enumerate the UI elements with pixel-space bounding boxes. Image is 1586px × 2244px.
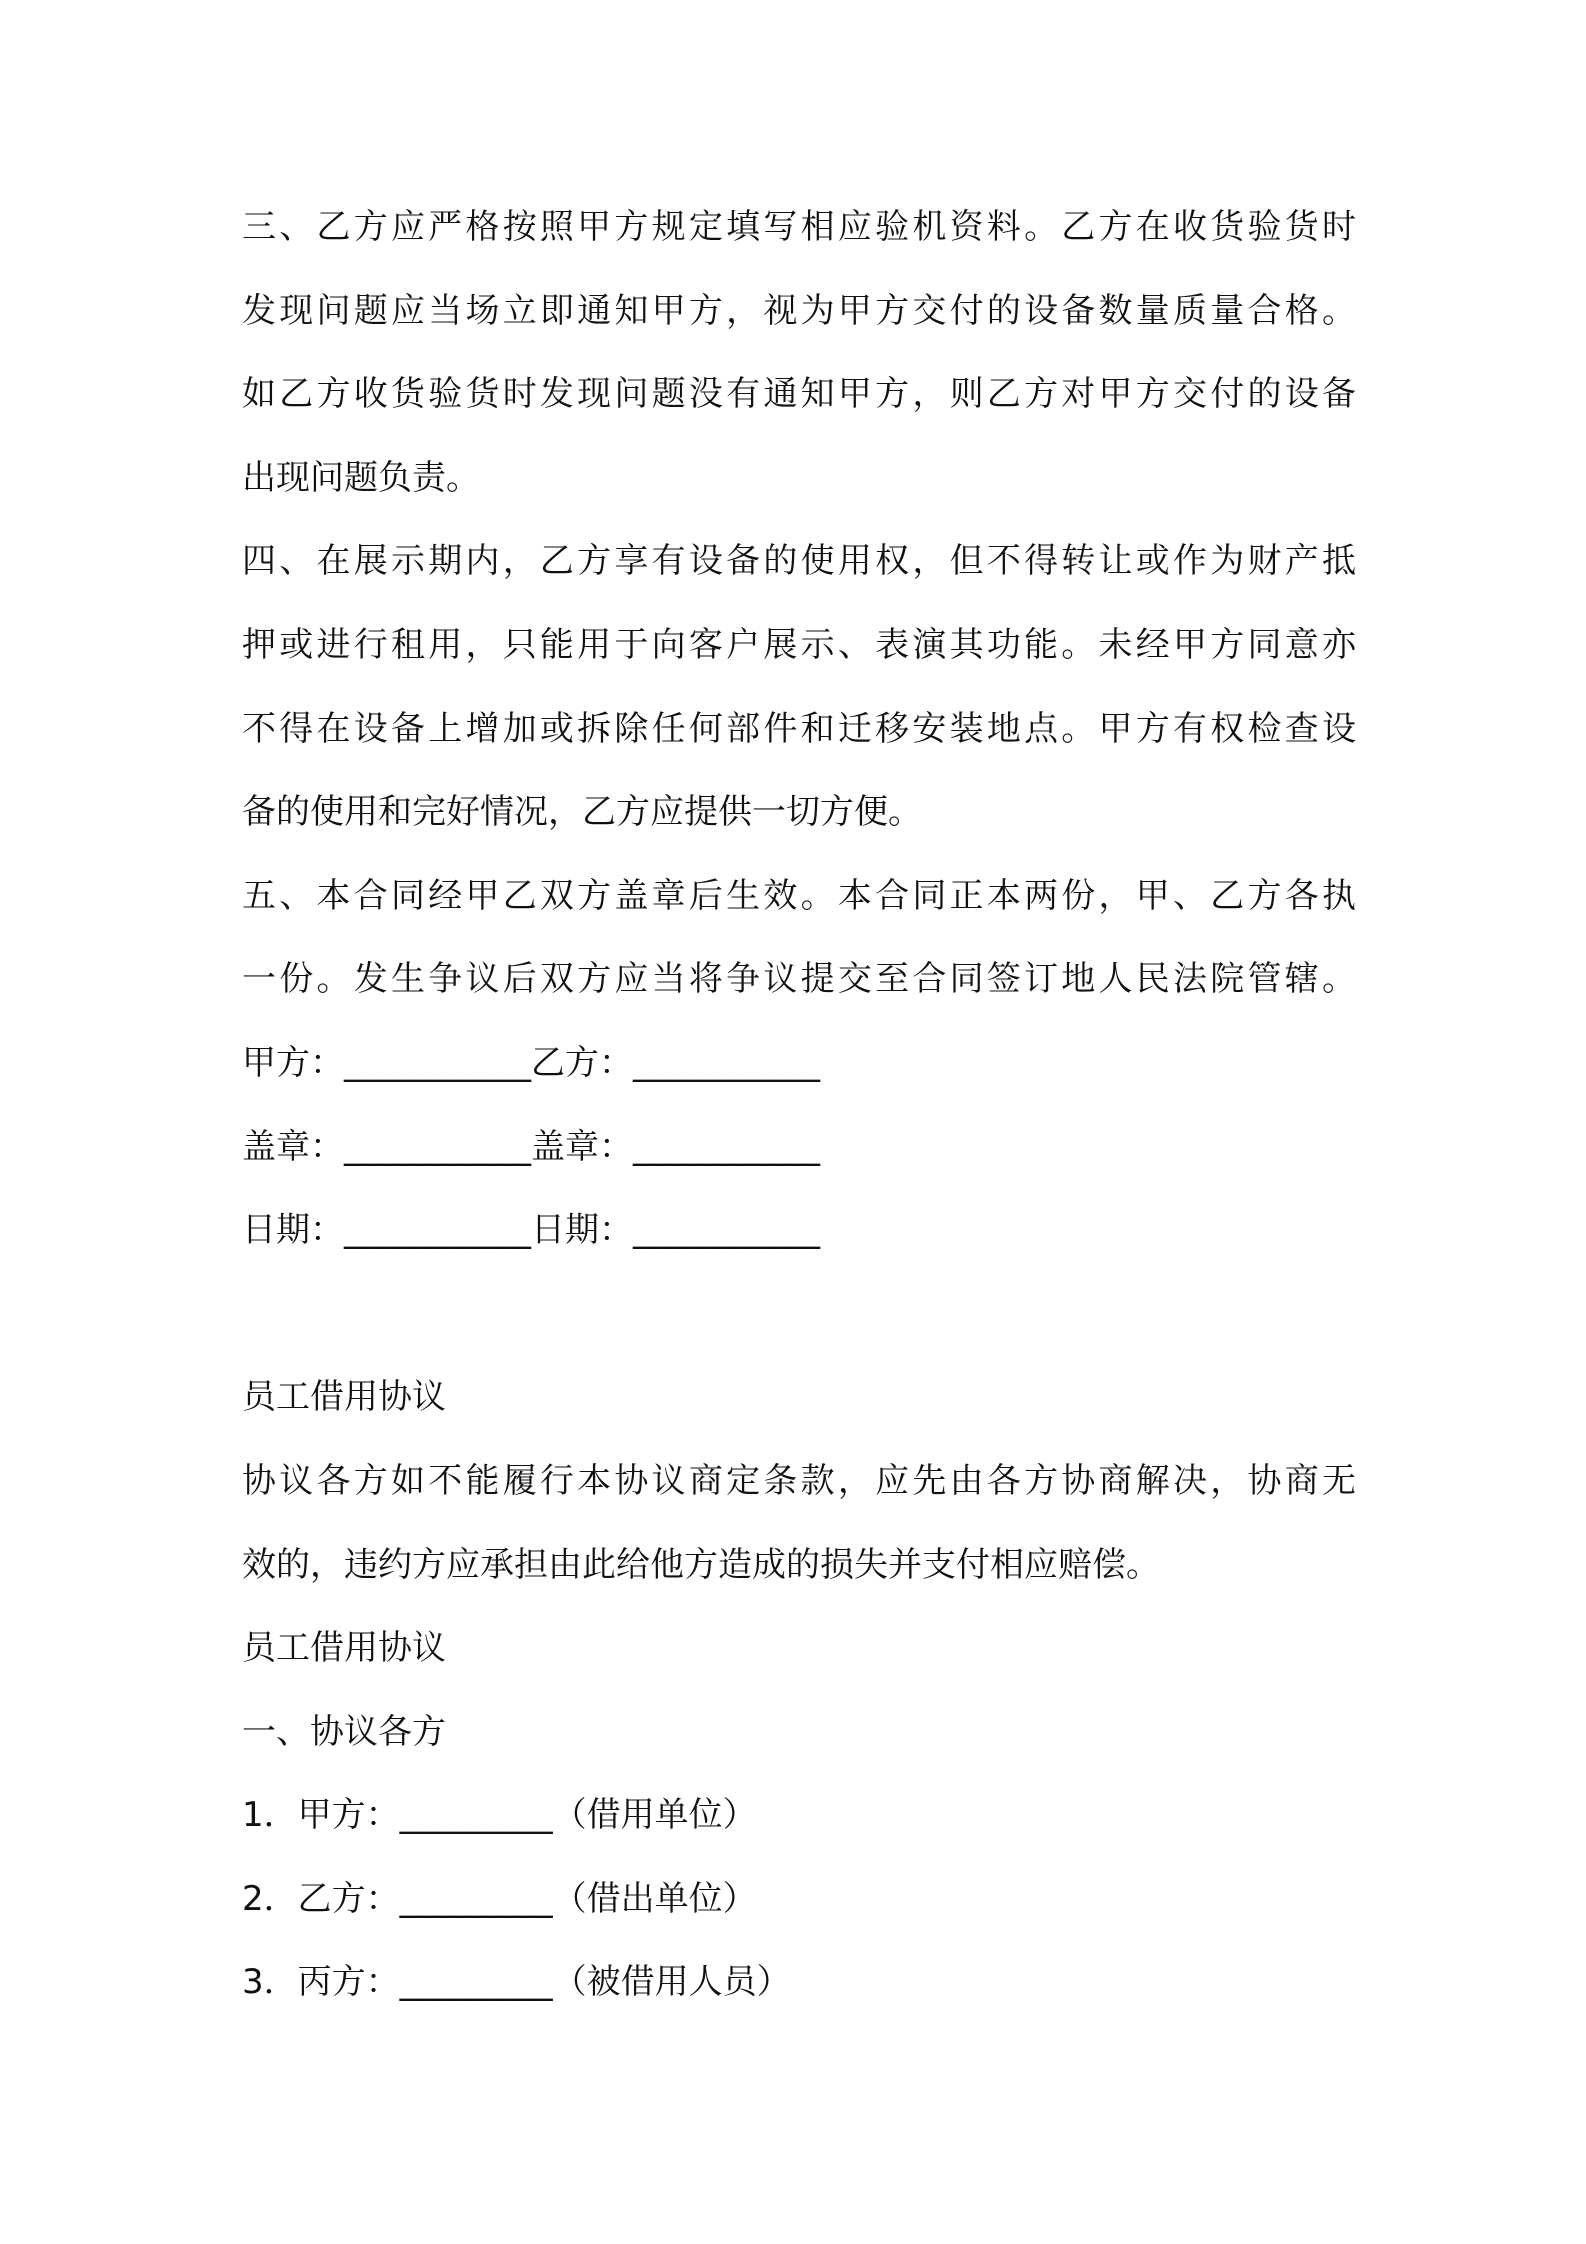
signature-line-date: 日期：___________日期：___________ [242, 1210, 820, 1251]
paragraph-line: 效的，违约方应承担由此给他方造成的损失并支付相应赔偿。 [242, 1544, 1160, 1585]
agreement-title-2: 员工借用协议 [242, 1628, 446, 1669]
parties-heading: 一、协议各方 [242, 1711, 446, 1752]
signature-line-party: 甲方：___________乙方：___________ [242, 1042, 820, 1083]
document-page [242, 186, 1356, 2025]
paragraph-line: 协议各方如不能履行本协议商定条款，应先由各方协商解决，协商无 [242, 1460, 1356, 1501]
party-item: 2．乙方：_________（借出单位） [242, 1878, 757, 1919]
paragraph-line: 一份。发生争议后双方应当将争议提交至合同签订地人民法院管辖。 [242, 959, 1356, 1000]
paragraph-line: 出现问题负责。 [242, 457, 480, 498]
agreement-title: 员工借用协议 [242, 1377, 446, 1418]
paragraph-line: 如乙方收货验货时发现问题没有通知甲方，则乙方对甲方交付的设备 [242, 374, 1356, 415]
agreement-clause [242, 1440, 1356, 1607]
paragraph-line: 押或进行租用，只能用于向客户展示、表演其功能。未经甲方同意亦 [242, 624, 1356, 665]
signature-block [242, 1022, 1356, 1273]
section-5 [242, 855, 1356, 1022]
paragraph-line: 发现问题应当场立即通知甲方，视为甲方交付的设备数量质量合格。 [242, 290, 1356, 331]
spacer [242, 1273, 1356, 1357]
section-3 [242, 186, 1356, 520]
paragraph-line: 五、本合同经甲乙双方盖章后生效。本合同正本两份，甲、乙方各执 [242, 875, 1356, 916]
paragraph-line: 备的使用和完好情况，乙方应提供一切方便。 [242, 792, 922, 833]
paragraph-line: 不得在设备上增加或拆除任何部件和迁移安装地点。甲方有权检查设 [242, 708, 1356, 749]
section-4 [242, 520, 1356, 854]
paragraph-line: 三、乙方应严格按照甲方规定填写相应验机资料。乙方在收货验货时 [242, 207, 1356, 247]
paragraph-line: 四、在展示期内，乙方享有设备的使用权，但不得转让或作为财产抵 [242, 541, 1356, 582]
party-item: 3．丙方：_________（被借用人员） [242, 1962, 791, 2003]
signature-line-seal: 盖章：___________盖章：___________ [242, 1126, 820, 1167]
parties-list [242, 1774, 1356, 2025]
party-item: 1．甲方：_________（借用单位） [242, 1795, 757, 1836]
